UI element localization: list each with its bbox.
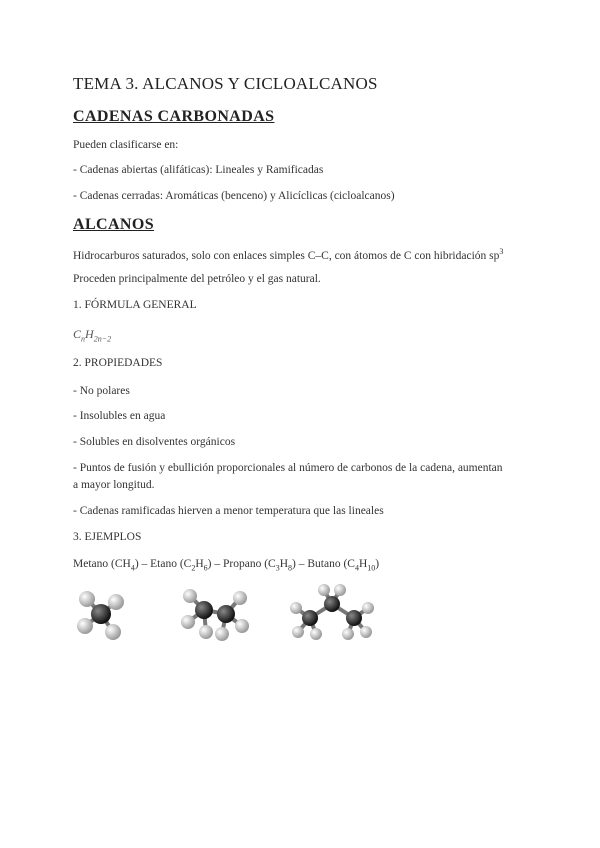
propiedad-item: - Puntos de fusión y ebullición proporcionales al número de carbonos de la cadena, aumentan xyxy=(73,462,503,474)
ethane-molecule-image xyxy=(176,584,254,644)
propiedades-heading: 2. PROPIEDADES xyxy=(73,357,163,369)
propiedad-item: - No polares xyxy=(73,385,130,397)
propiedad-item: - Insolubles en agua xyxy=(73,410,166,422)
cadenas-item: - Cadenas abiertas (alifáticas): Lineales y Ramificadas xyxy=(73,164,324,176)
propiedad-item: - Solubles en disolventes orgánicos xyxy=(73,436,236,448)
section-heading-cadenas: CADENAS CARBONADAS xyxy=(73,108,275,125)
methane-molecule-image xyxy=(70,584,132,644)
propiedad-item: - Cadenas ramificadas hierven a menor temperatura que las lineales xyxy=(73,505,384,517)
alcanos-origin: Proceden principalmente del petróleo y el gas natural. xyxy=(73,273,321,285)
ejemplos-heading: 3. EJEMPLOS xyxy=(73,531,142,543)
formula-heading: 1. FÓRMULA GENERAL xyxy=(73,299,197,311)
page-title: TEMA 3. ALCANOS Y CICLOALCANOS xyxy=(73,74,378,93)
alcanos-description: Hidrocarburos saturados, solo con enlaces simples C–C, con átomos de C con hibridación $sp^3$ xyxy=(73,247,504,262)
propiedad-item-continued: a mayor longitud. xyxy=(73,479,155,491)
cadenas-item: - Cadenas cerradas: Aromáticas (benceno) y Alicíclicas (cicloalcanos) xyxy=(73,190,395,202)
section-heading-alcanos: ALCANOS xyxy=(73,216,155,233)
propane-molecule-image xyxy=(288,584,376,644)
general-formula: $C_nH_{2n-2}$ xyxy=(73,327,112,344)
ejemplos-line: Metano $(CH_4)$ – Etano $(C_2H_6)$ – Propano $(C_3H_8)$ – Butano $(C_4H_{10})$ xyxy=(73,558,380,573)
cadenas-intro: Pueden clasificarse en: xyxy=(73,139,179,151)
